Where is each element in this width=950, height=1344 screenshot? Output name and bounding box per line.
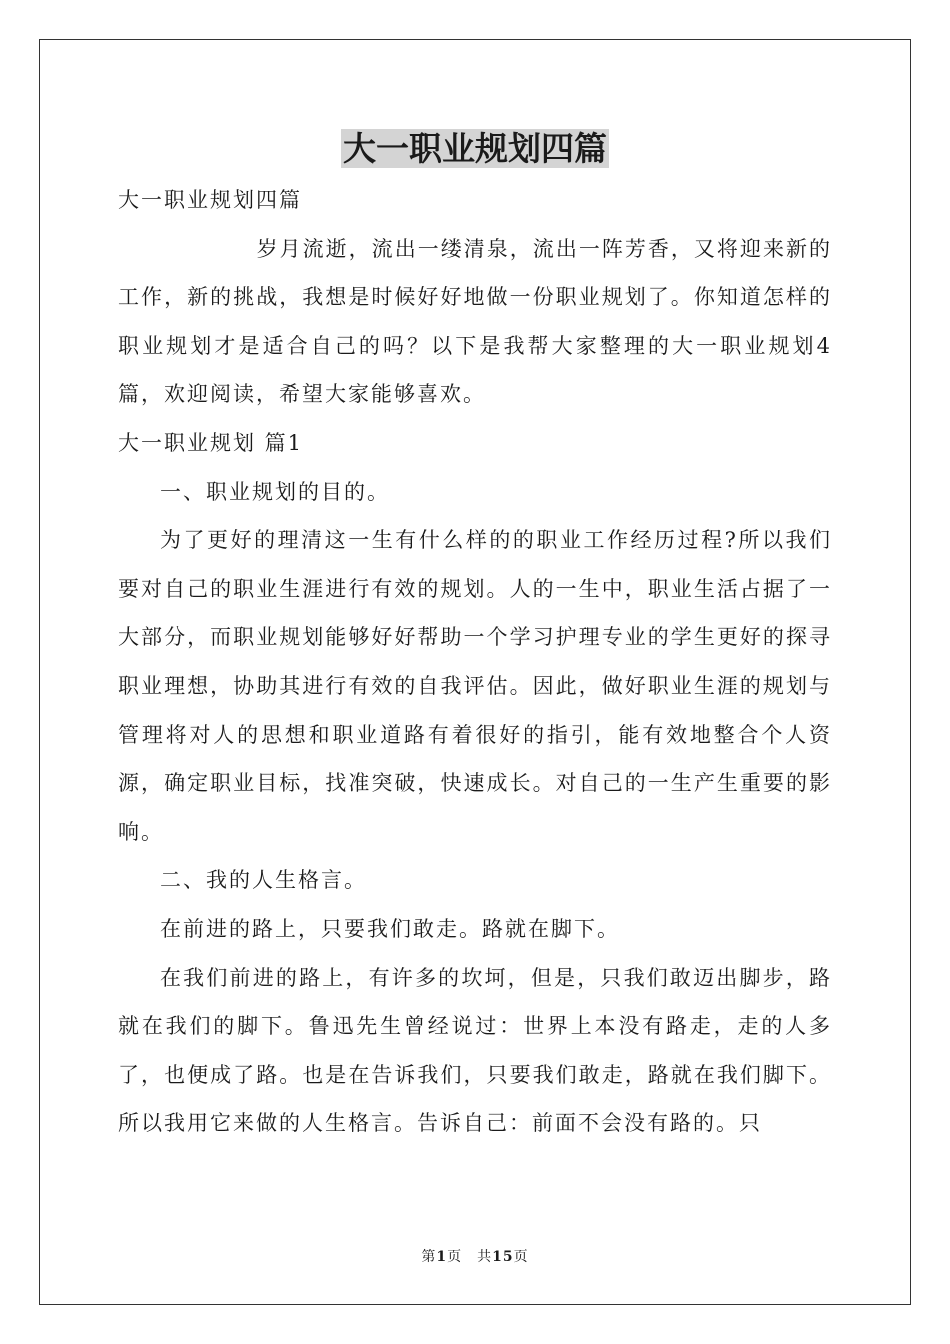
body-paragraph: 在我们前进的路上，有许多的坎坷，但是，只我们敢迈出脚步，路就在我们的脚下。鲁迅先生曾经说过：世界上本没有路走，走的人多了，也便成了路。也是在告诉我们，只要我们敢走，路就在我们脚下。所以我用它来做的人生格言。告诉自己：前面不会没有路的。只	[118, 965, 832, 1136]
document-body	[118, 176, 832, 1148]
subheading-purpose: 一、职业规划的目的。	[160, 479, 390, 504]
intro-paragraph: 岁月流逝，流出一缕清泉，流出一阵芳香，又将迎来新的工作，新的挑战，我想是时候好好地做一份职业规划了。你知道怎样的职业规划才是适合自己的吗？以下是我帮大家整理的大一职业规划4篇，欢迎阅读，希望大家能够喜欢。	[118, 236, 832, 407]
body-paragraph: 为了更好的理清这一生有什么样的的职业工作经历过程?所以我们要对自己的职业生涯进行有效的规划。人的一生中，职业生活占据了一大部分，而职业规划能够好好帮助一个学习护理专业的学生更好的探寻职业理想，协助其进行有效的自我评估。因此，做好职业生涯的规划与管理将对人的思想和职业道路有着很好的指引，能有效地整合个人资源，确定职业目标，找准突破，快速成长。对自己的一生产生重要的影响。	[118, 528, 832, 844]
footer-middle: 页 共	[447, 1249, 493, 1265]
page-footer	[0, 1247, 950, 1267]
footer-total-pages: 15	[492, 1249, 514, 1265]
footer-current-page: 1	[436, 1249, 448, 1265]
section-heading: 大一职业规划 篇1	[118, 430, 304, 455]
subheading-motto: 二、我的人生格言。	[160, 868, 367, 893]
motto-paragraph: 在前进的路上，只要我们敢走。路就在脚下。	[160, 916, 620, 941]
subtitle-line: 大一职业规划四篇	[118, 188, 302, 212]
footer-suffix: 页	[513, 1249, 529, 1265]
document-title-text: 大一职业规划四篇	[343, 129, 607, 168]
document-title	[0, 124, 950, 174]
footer-prefix: 第	[421, 1249, 437, 1265]
